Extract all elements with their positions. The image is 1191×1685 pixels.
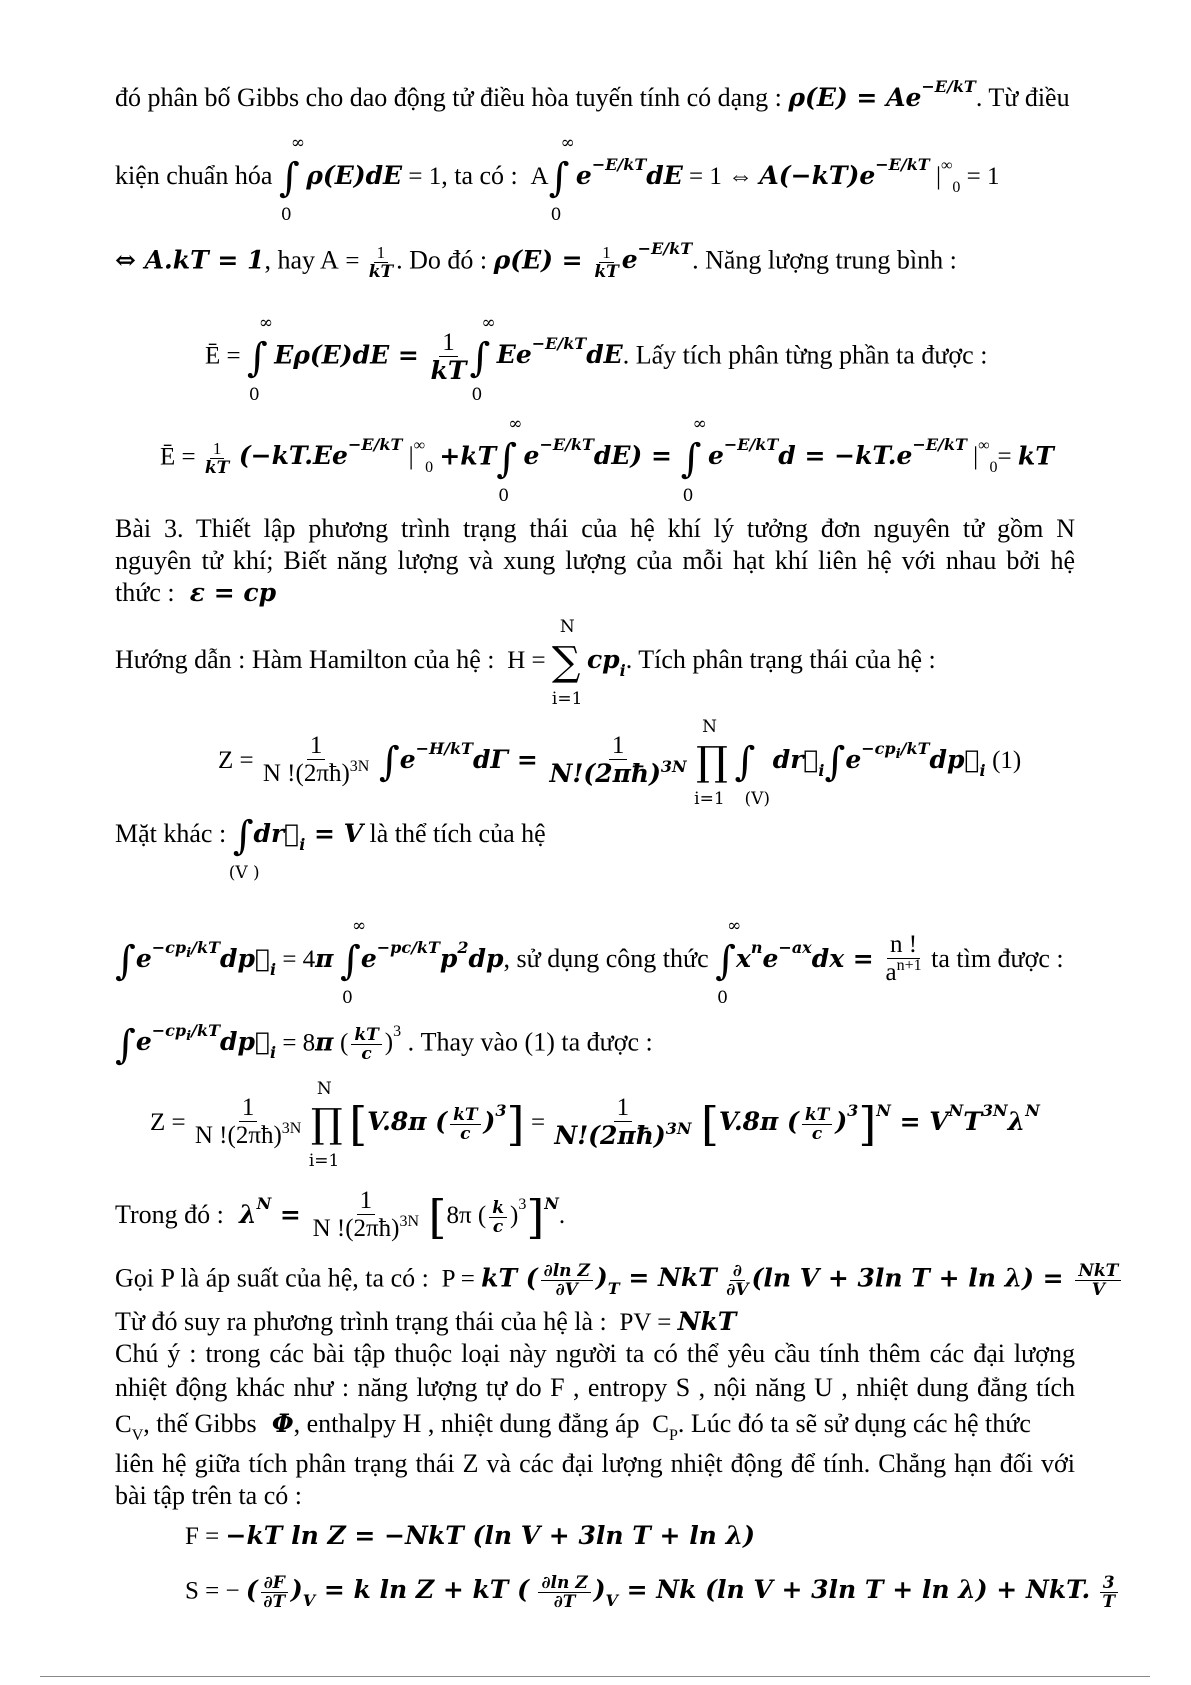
- text-segment: . Lấy tích phân từng phần ta được :: [622, 340, 988, 370]
- text-line-trongdo: Trong đó : $\lambda^N$ = $\frac{1}{N !(2\pi ħ)^{3N}}$ [8π ( $\frac{k}{c}$ )$^3$]$^N$.: [115, 1187, 566, 1244]
- formula-akt: ⇔ A.kT = 1: [115, 245, 265, 275]
- text-segment: Mặt khác :: [115, 819, 227, 848]
- text-line-note-5: [115, 1480, 302, 1512]
- text-segment: . Tích phân trạng thái của hệ :: [625, 645, 936, 674]
- text-line-1: [115, 77, 1070, 117]
- text-line-5: Ē = $\frac{1}{kT}$ ($-kT.Ee^{-E/kT}$ $|^\infty_0 +kT\int$ ∞ 0 $e^{-E/kT}dE$) = ∫ ∞ 0 $e^{-E/kT}d = -kT.e^{-E/kT}$ $|^\infty_0=$ kT: [160, 413, 1054, 506]
- equation-partition-function: Z = $\frac{1}{N !(2\pi ħ)^{3N}}$ $\int e^{-H/kT}d\Gamma$ = $\frac{1}{N!(2\pi ħ)^{3N}}$ ∏ N i=1 ∫ (V) $dr⃗_i\int e^{-cp_i/kT}dp⃗_i$ (1): [218, 717, 1022, 809]
- text-line-2: kiện chuẩn hóa ∫ ∞ 0 ρ(E)dE = 1, ta có : A∫ ∞ 0 $e^{-E/kT}dE = 1$ ⇔ $A(-kT)e^{-E/kT}$ $|^\infty_0 = 1$: [115, 133, 1000, 226]
- integral-sign: ∫ ∞ 0: [278, 133, 306, 226]
- text-line-note-3: $C_V$, thế Gibbs Φ, enthalpy H , nhiệt dung đẳng áp $C_P$. Lúc đó ta sẽ sử dụng các hệ thức: [115, 1409, 1031, 1444]
- fraction: $\frac{n !}{a^{n+1}}$: [885, 931, 922, 986]
- equation-entropy: S = − ( $\frac{\partial F}{\partial T}$ )$_V = k$ ln Z + kT ( $\frac{\text{∂ln Z}}{\partial T}$ )$_V = Nk$ (ln V + 3ln T + ln λ) + NkT. $\frac{3}{T}$: [185, 1574, 1121, 1611]
- integral-sign: ∫ ∞ 0: [496, 413, 523, 506]
- text-line-note-1: [115, 1338, 1075, 1370]
- text-segment: là thể tích của hệ: [369, 819, 546, 848]
- fraction: $\frac{1}{N!(2\pi ħ)^{3N}}$: [549, 732, 687, 788]
- text-segment: . Thay vào (1) ta được :: [407, 1027, 653, 1057]
- text-line-pressure: Gọi P là áp suất của hệ, ta có : P = kT ( $\frac{\text{∂ln Z}}{\partial V}$ )$_T$ = NkT $\frac{\partial}{\partial V}$ (ln V + 3ln T + ln λ) = $\frac{\text{NkT}}{V}$: [115, 1262, 1124, 1299]
- text-segment: bài tập trên ta có :: [115, 1481, 302, 1510]
- text-segment: Gọi P là áp suất của hệ, ta có :: [115, 1263, 429, 1293]
- text-segment: nhiệt động khác như : năng lượng tự do F , entropy S , nội năng U , nhiệt dung đẳng tích: [115, 1373, 1075, 1402]
- text-segment: Hướng dẫn : Hàm Hamilton của hệ :: [115, 645, 495, 674]
- text-segment: , enthalpy H , nhiệt dung đẳng áp: [293, 1409, 640, 1438]
- formula-normalization: ρ(E)dE: [306, 161, 403, 190]
- text-line-result: $\int e^{-cp_i/kT}dp⃗_i = 8\pi$ ( $\frac{kT}{c}$ )$^3$ . Thay vào (1) ta được :: [115, 1021, 653, 1068]
- text-line-bai3-3: [115, 577, 276, 609]
- fraction: $\frac{1}{kT}$: [430, 329, 467, 385]
- text-line-matkhac: Mặt khác : ∫ (V ) $dr⃗_i = V$ là thể tích của hệ: [115, 813, 546, 884]
- footer-divider: [40, 1676, 1150, 1677]
- text-segment: , sử dụng công thức: [503, 943, 709, 973]
- equation-label: (1): [992, 746, 1022, 774]
- formula-energy-momentum: ε = cp: [181, 578, 277, 607]
- text-segment: nguyên tử khí; Biết năng lượng và xung lượng của mỗi hạt khí liên hệ với nhau bởi hệ: [115, 546, 1075, 575]
- text-segment: kiện chuẩn hóa: [115, 161, 273, 190]
- text-line-note-2: [115, 1372, 1075, 1404]
- equation-z-final: Z = $\frac{1}{N !(2\pi ħ)^{3N}}$ ∏ N i=1 [V.8π ( $\frac{kT}{c}$ )$^3$] = $\frac{1}{N!(2\pi ħ)^{3N}}$ [V.8π ( $\frac{kT}{c}$ )$^3]^N = V^NT^{3N}\lambda^N$: [150, 1079, 1040, 1171]
- integral-sign: ∫ ∞ 0: [548, 133, 575, 226]
- integral-sign: ∫ ∞ 0: [469, 312, 496, 405]
- text-line-bai3-1: [115, 513, 1075, 545]
- text-line-momentum: $\int e^{-cp_i/kT}dp⃗_i = 4\pi$ ∫ ∞ 0 $e^{-pc/kT}p^2dp$, sử dụng công thức ∫ ∞ 0 $x^ne^{-ax}dx$ = $\frac{n !}{a^{n+1}}$ ta tìm được :: [115, 916, 1064, 1008]
- fraction: $\frac{1}{N !(2\pi ħ)^{3N}}$: [262, 732, 370, 787]
- text-segment: , hay A: [264, 245, 339, 275]
- integral-sign: ∫ ∞ 0: [246, 312, 274, 405]
- text-segment: Từ đó suy ra phương trình trạng thái của hệ là :: [115, 1307, 607, 1336]
- product-sign: ∏ N i=1: [694, 717, 729, 809]
- text-segment: liên hệ giữa tích phân trạng thái Z và các đại lượng nhiệt động để tính. Chẳng hạn đối với: [115, 1449, 1075, 1478]
- sum-sign: ∑ N i=1: [551, 617, 583, 710]
- text-segment: đó phân bố Gibbs cho dao động tử điều hòa tuyến tính có dạng :: [115, 83, 782, 112]
- fraction: $\frac{1}{kT}$: [204, 439, 230, 478]
- text-line-bai3-2: [115, 545, 1075, 577]
- text-segment: . Từ điều: [975, 83, 1070, 112]
- text-segment: , ta có :: [441, 161, 518, 190]
- text-segment: . Lúc đó ta sẽ sử dụng các hệ thức: [677, 1409, 1031, 1438]
- formula-gibbs-density: $\rho(E) = Ae^{-E/kT}$: [788, 77, 976, 112]
- text-line-4: Ē = ∫ ∞ 0 Eρ(E)dE = $\frac{1}{kT}$ ∫ ∞ 0 $Ee^{-E/kT}dE$. Lấy tích phân từng phần ta được :: [205, 312, 988, 405]
- text-segment: . Do đó :: [396, 245, 488, 275]
- text-line-state-equation: Từ đó suy ra phương trình trạng thái của hệ là : PV = NkT: [115, 1307, 737, 1336]
- text-segment: . Năng lượng trung bình :: [692, 245, 957, 275]
- integral-sign: ∫ ∞ 0: [680, 413, 707, 506]
- text-segment: Trong đó :: [115, 1199, 224, 1229]
- text-line-note-4: [115, 1448, 1075, 1480]
- fraction: $\frac{1}{kT}$: [368, 243, 394, 282]
- text-segment: ta tìm được :: [931, 943, 1064, 973]
- text-segment: thức :: [115, 578, 175, 607]
- formula-normalization-2: $e^{-E/kT}dE$: [575, 155, 683, 190]
- text-segment: , thế Gibbs: [143, 1409, 257, 1438]
- text-segment: Chú ý : trong các bài tập thuộc loại này người ta có thể yêu cầu tính thêm các đại lượng: [115, 1339, 1075, 1368]
- text-line-huongdan: Hướng dẫn : Hàm Hamilton của hệ : H = ∑ N i=1 $cp_i$. Tích phân trạng thái của hệ :: [115, 617, 936, 710]
- fraction: $\frac{1}{kT}$: [594, 243, 619, 282]
- text-line-3: ⇔ A.kT = 1, hay A = $\frac{1}{kT}$ . Do đó : ρ(E) = $\frac{1}{kT}$ $e^{-E/kT}$. Năng lượng trung bình :: [115, 239, 957, 282]
- exercise-heading: Bài 3. Thiết lập phương trình trạng thái của hệ khí lý tưởng đơn nguyên tử gồm N: [115, 514, 1075, 543]
- equation-free-energy: F = −kT ln Z = −NkT (ln V + 3ln T + ln λ): [185, 1521, 755, 1550]
